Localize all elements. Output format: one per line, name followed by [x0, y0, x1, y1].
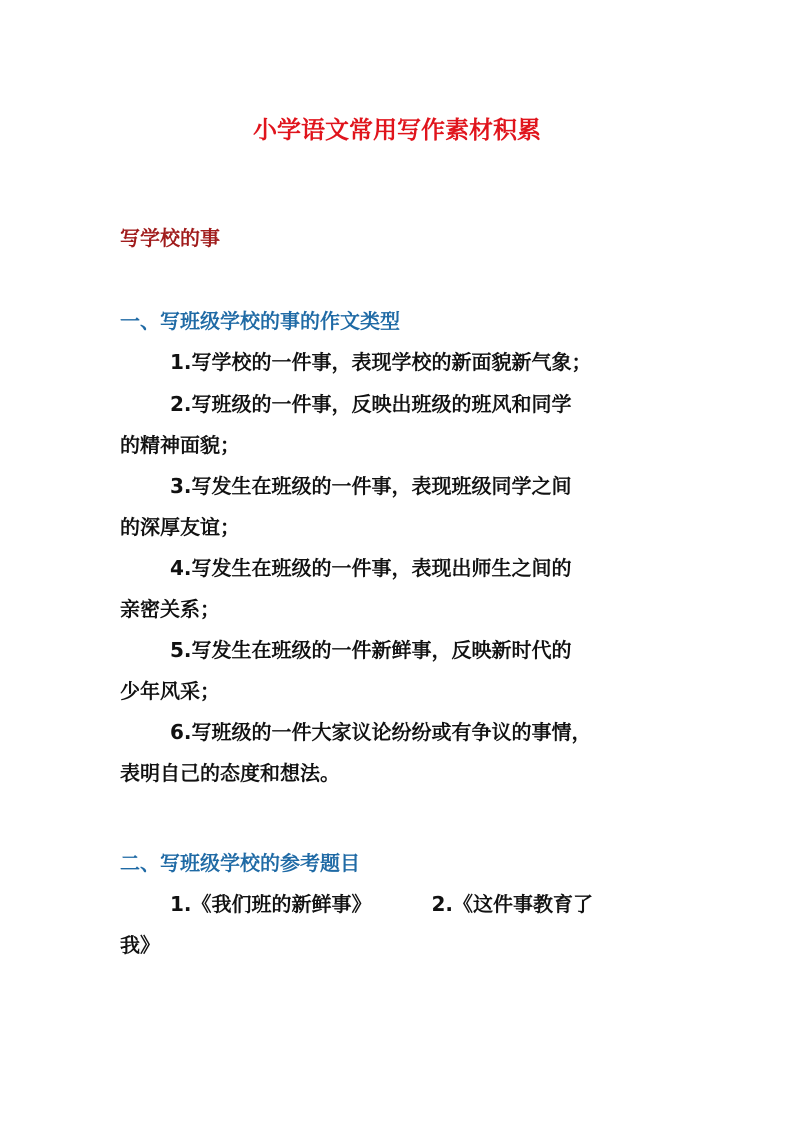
- list-item: [120, 384, 680, 466]
- topic-line: [120, 884, 680, 925]
- list-item-line: 少年风采；: [120, 679, 220, 703]
- section-heading-types: 一、写班级学校的事的作文类型: [120, 309, 400, 333]
- list-item-line: 的深厚友谊；: [120, 515, 240, 539]
- list-item-line: 4.写发生在班级的一件事，表现出师生之间的: [170, 556, 572, 580]
- section-heading-topics: 二、写班级学校的参考题目: [120, 851, 360, 875]
- list-item-line: 的精神面貌；: [120, 433, 240, 457]
- topic-line: 我》: [120, 933, 160, 957]
- list-item-line: 1.写学校的一件事，表现学校的新面貌新气象；: [170, 350, 592, 374]
- list-item: [120, 548, 680, 630]
- list-item-line: 2.写班级的一件事，反映出班级的班风和同学: [170, 392, 572, 416]
- list-item-line: 亲密关系；: [120, 597, 220, 621]
- list-item: [120, 712, 680, 794]
- topic-item: 2.《这件事教育了: [431, 892, 594, 916]
- topic-list: [120, 884, 680, 966]
- list-item-line: 5.写发生在班级的一件新鲜事，反映新时代的: [170, 638, 572, 662]
- topic-item: 1.《我们班的新鲜事》: [170, 892, 372, 916]
- document-subtitle: 写学校的事: [120, 226, 220, 250]
- document-title: 小学语文常用写作素材积累: [253, 116, 541, 144]
- list-item-line: 3.写发生在班级的一件事，表现班级同学之间: [170, 474, 572, 498]
- list-item: [120, 630, 680, 712]
- list-item-line: 表明自己的态度和想法。: [120, 761, 340, 785]
- list-item-line: 6.写班级的一件大家议论纷纷或有争议的事情，: [170, 720, 592, 744]
- list-item: [120, 466, 680, 548]
- list-item: [120, 342, 680, 383]
